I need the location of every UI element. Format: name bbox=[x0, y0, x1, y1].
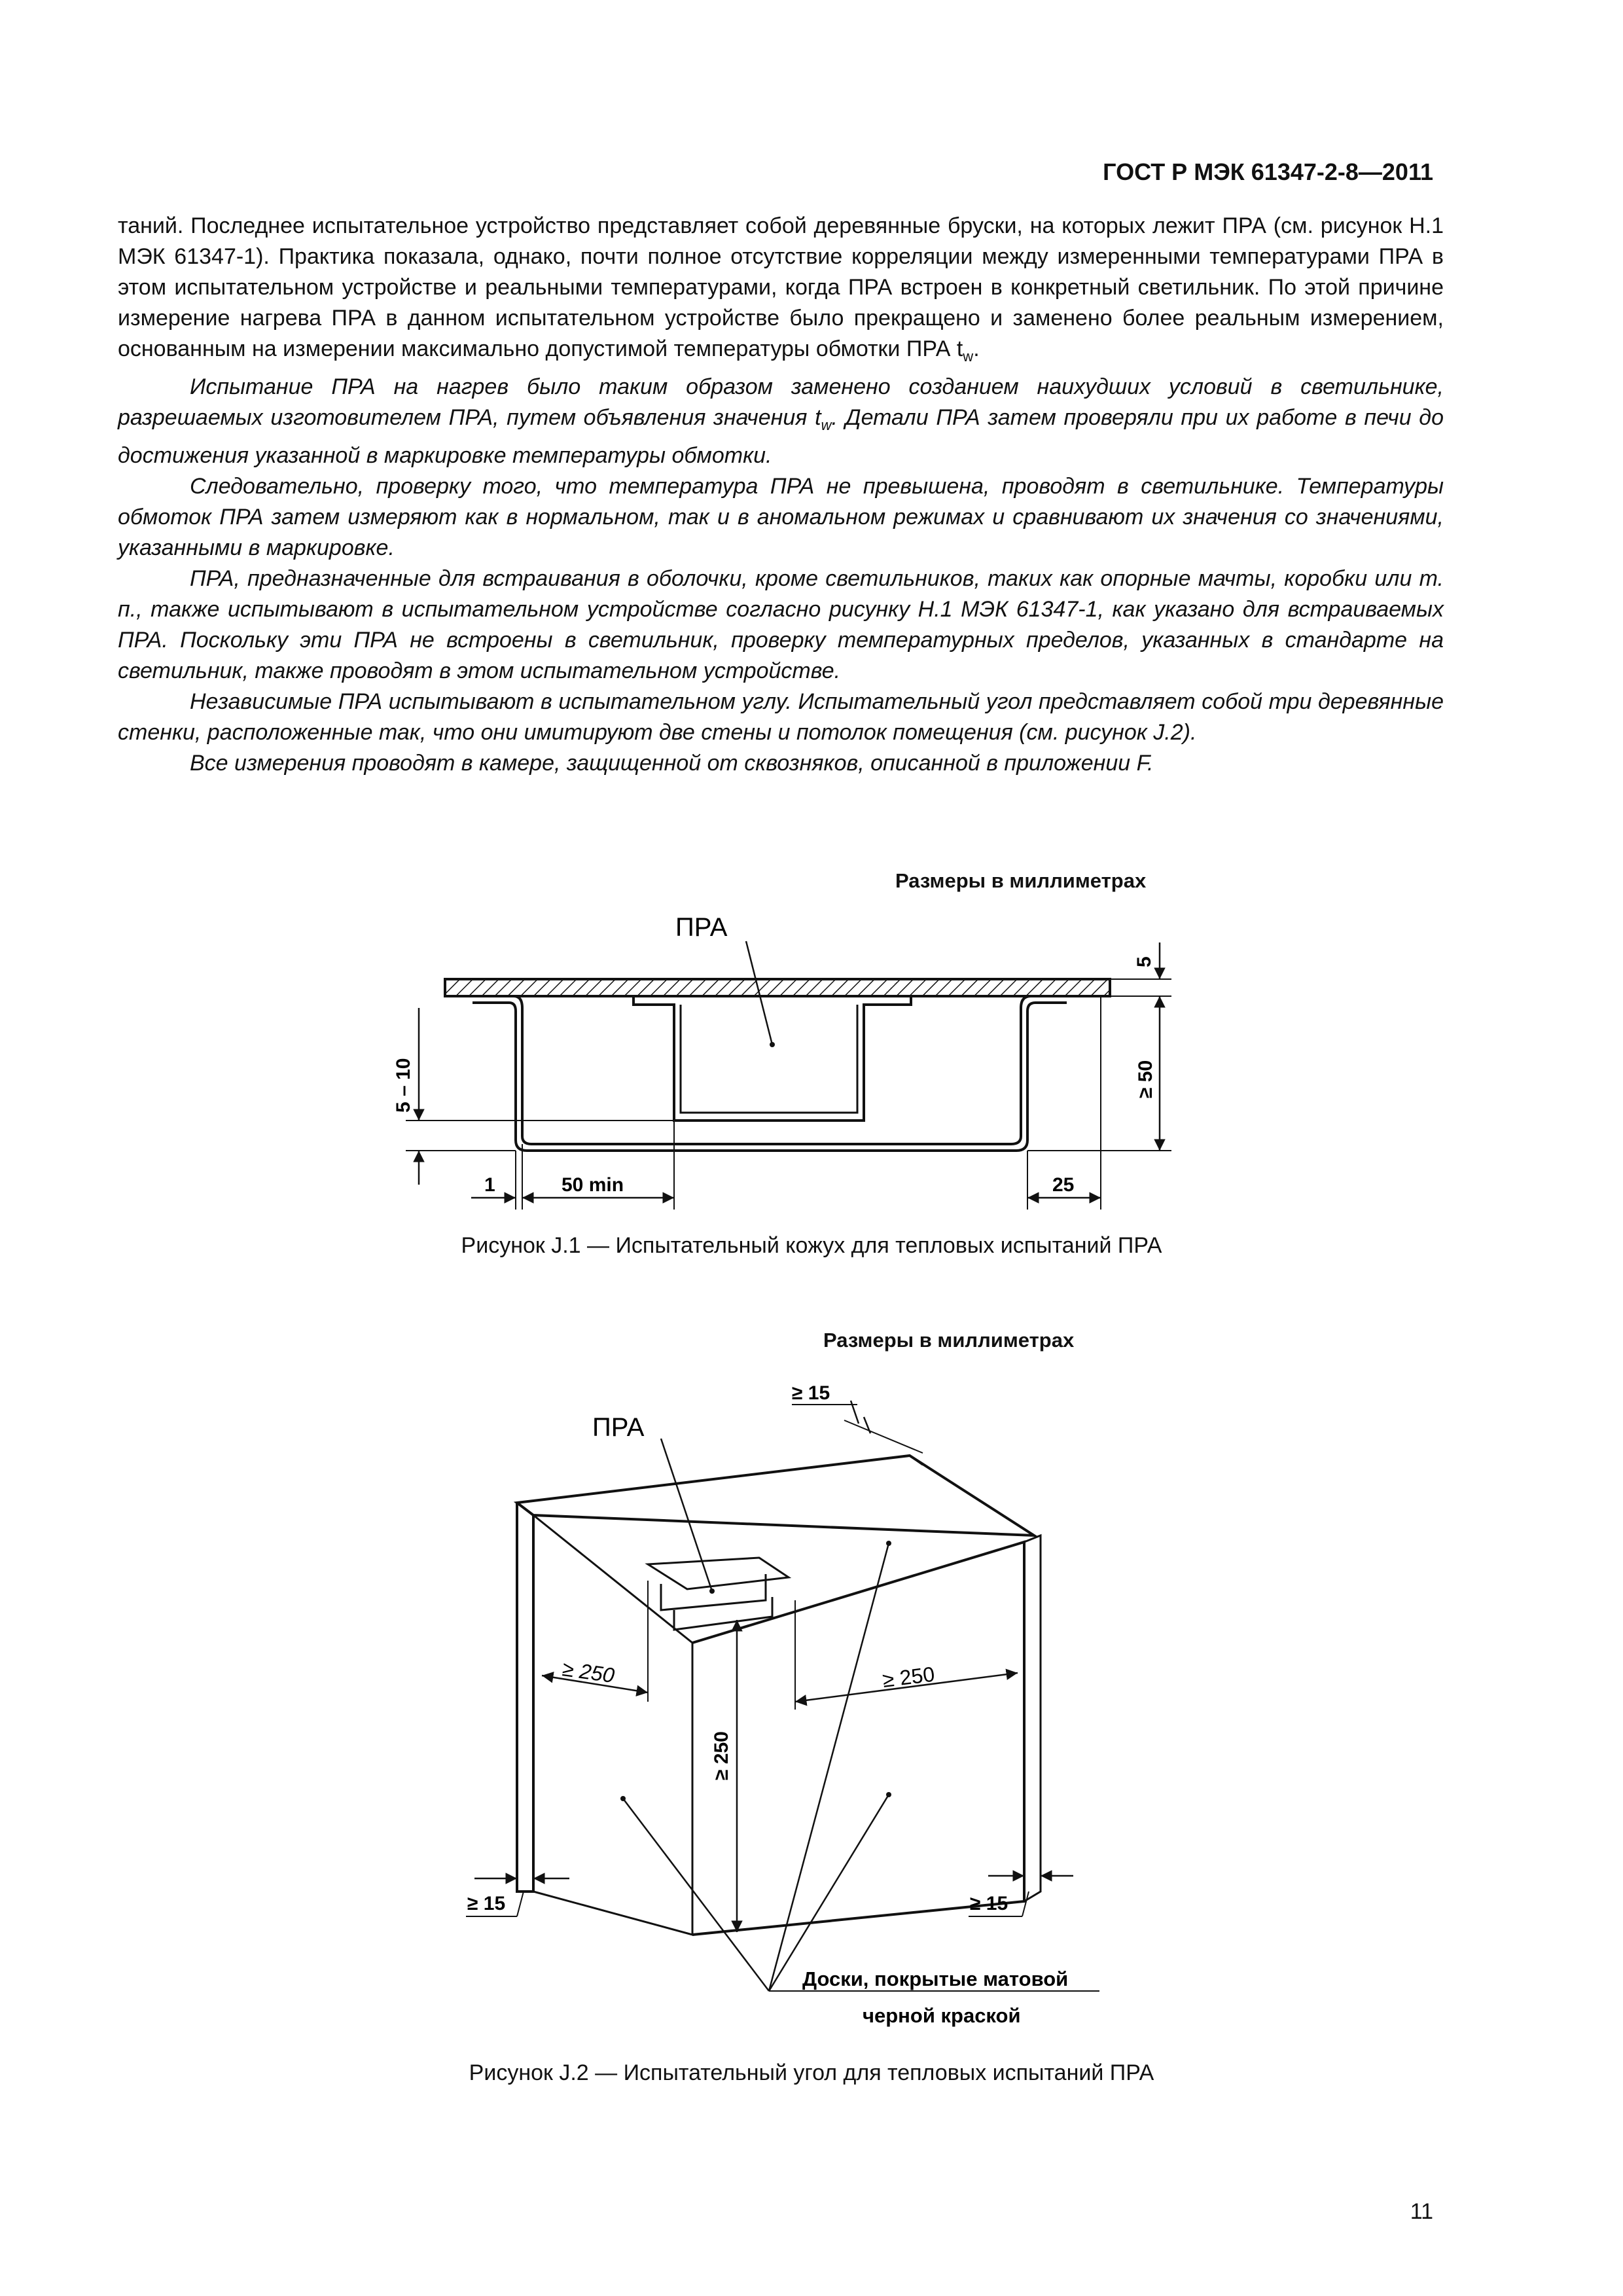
paragraph-3: Следовательно, проверку того, что температура ПРА не превышена, проводят в светильнике. Температуры обмоток ПРА затем измеряют как в нормальном, так и в аномальном режимах и сравнивают их значения со значениями, указанными в маркировке. bbox=[118, 473, 1444, 560]
document-header: ГОСТ Р МЭК 61347-2-8—2011 bbox=[1103, 158, 1433, 185]
figure1-dim-right: ≥ 50 bbox=[1135, 1060, 1156, 1098]
figure2-dim-bl15: ≥ 15 bbox=[467, 1893, 506, 1914]
paragraph-1: таний. Последнее испытательное устройство представляет собой деревянные бруски, на которых лежит ПРА (см. рисунок H.1 МЭК 61347-1). Практика показала, однако, почти полное отсутствие корреляции между измеренными температурами ПРА в этом испытательном устройстве и реальными температурами, когда ПРА встроен в конкретный светильник. По этой причине измерение нагрева ПРА в данном испытательном устройстве было прекращено и заменено более реальным измерением, основанным на измерении максимально допустимой температуры обмотки ПРА $t_w$. bbox=[118, 213, 1444, 365]
figure1-units: Размеры в миллиметрах bbox=[895, 869, 1147, 892]
figure2-boards-label-2: черной краской bbox=[863, 2004, 1021, 2027]
paragraph-6: Все измерения проводят в камере, защищенной от сквозняков, описанной в приложении F. bbox=[190, 750, 1154, 776]
figure2-ceiling bbox=[517, 1456, 1034, 1535]
page-number: 11 bbox=[1410, 2199, 1433, 2224]
figure1-dim-25: 25 bbox=[1052, 1174, 1075, 1196]
figure1-caption: Рисунок J.1 — Испытательный кожух для тепловых испытаний ПРА bbox=[461, 1233, 1162, 1258]
figure2-units: Размеры в миллиметрах bbox=[823, 1329, 1075, 1352]
figure2-dim-right250: ≥ 250 bbox=[881, 1662, 936, 1692]
figure1-label-pra: ПРА bbox=[675, 913, 728, 942]
paragraph-4: ПРА, предназначенные для встраивания в оболочки, кроме светильников, таких как опорные мачты, коробки или т. п., также испытывают в испытательном устройстве согласно рисунку H.1 МЭК 61347-1, как указано для встраиваемых ПРА. Поскольку эти ПРА не встроены в светильник, проверку температурных пределов, указанных в стандарте на светильник, также проводят в этом испытательном устройстве. bbox=[118, 565, 1444, 683]
figure2-label-pra: ПРА bbox=[592, 1413, 645, 1442]
figure2-dim-left250: ≥ 250 bbox=[561, 1657, 616, 1688]
figure2-dim-vert250: ≥ 250 bbox=[711, 1731, 732, 1780]
figure2-boards-label-1: Доски, покрытые матовой bbox=[802, 1967, 1069, 1990]
figure2-dim-br15: ≥ 15 bbox=[970, 1893, 1008, 1914]
figure1-dim-50min: 50 min bbox=[562, 1174, 624, 1196]
figure2-right-wall bbox=[692, 1542, 1024, 1935]
figure2-ballast bbox=[648, 1558, 789, 1589]
figure1-dim-1: 1 bbox=[484, 1174, 495, 1196]
figure2-dim-top15: ≥ 15 bbox=[792, 1382, 830, 1404]
paragraph-2: Испытание ПРА на нагрев было таким образом заменено созданием наихудших условий в светильнике, разрешаемых изготовителем ПРА, путем объявления значения $t_w$. Детали ПРА затем проверяли при их работе в печи до достижения указанной в маркировке температуры обмотки. bbox=[118, 374, 1444, 468]
paragraph-5: Независимые ПРА испытывают в испытательном углу. Испытательный угол представляет собой три деревянные стенки, расположенные так, что они имитируют две стены и потолок помещения (см. рисунок J.2). bbox=[118, 689, 1444, 745]
figure2-left-wall bbox=[517, 1503, 533, 1892]
figure1-dim-top: 5 bbox=[1133, 956, 1155, 967]
figure1-dim-left: 5 – 10 bbox=[393, 1058, 414, 1113]
figure2-caption: Рисунок J.2 — Испытательный угол для тепловых испытаний ПРА bbox=[469, 2060, 1154, 2085]
